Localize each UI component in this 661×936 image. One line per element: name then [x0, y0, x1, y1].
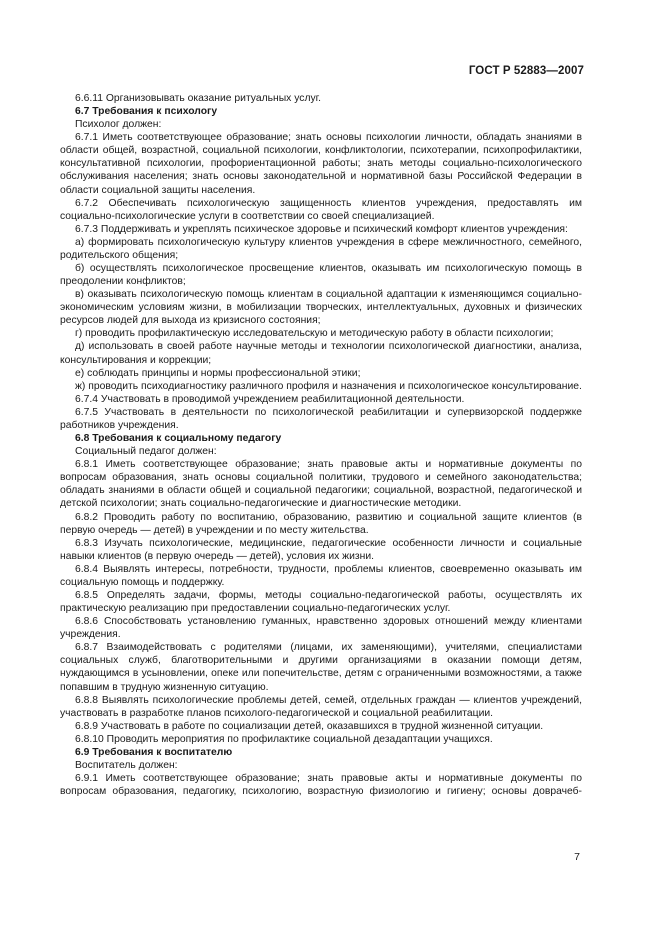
page-number: 7: [574, 851, 580, 863]
paragraph: Воспитатель должен:: [75, 759, 178, 771]
paragraph: 6.9.1 Иметь соответствующее образование; знать правовые акты и нормативные документы по вопросам образования, педагогику, психологию, возрастную физиологию и гигиену; основы доврачеб-: [60, 773, 582, 798]
paragraph: 6.7.1 Иметь соответствующее образование; знать основы психологии личности, обладать знаниями в области общей, возрастной, социальной психологии, конфликтологии, психотерапии, психопрофилактики, консультативной психологии, профориентационной работы; знать методы социально-психологического обслуживания населения; знать основы законодательной и нормативной базы Российской Федерации в области социальной защиты населения.: [60, 132, 582, 196]
paragraph: 6.7.4 Участвовать в проводимой учреждением реабилитационной деятельности.: [75, 393, 465, 405]
paragraph: 6.8.6 Способствовать установлению гуманных, нравственно здоровых отношений между клиентами учреждения.: [60, 616, 582, 641]
paragraph: 6.8.3 Изучать психологические, медицинские, педагогические особенности личности и социальные навыки клиентов (в первую очередь — детей), условия их жизни.: [60, 537, 582, 562]
paragraph: д) использовать в своей работе научные методы и технологии психологической диагностики, анализа, консультирования и коррекции;: [60, 341, 582, 366]
paragraph: 6.7.2 Обеспечивать психологическую защищенность клиентов учреждения, предоставлять им социально-психологические услуги в соответствии со своей специализацией.: [60, 197, 582, 222]
paragraph: 6.8.2 Проводить работу по воспитанию, образованию, развитию и социальной защите клиентов (в первую очередь — детей) в учреждении и по месту жительства.: [60, 511, 582, 536]
paragraph: в) оказывать психологическую помощь клиентам в социальной адаптации к изменяющимся социально-экономическим условиям жизни, в мобилизации творческих, интеллектуальных, духовных и физических ресурсов людей для выхода из кризисного состояния;: [60, 289, 582, 327]
document-body: [60, 92, 582, 798]
paragraph: ж) проводить психодиагностику различного профиля и назначения и психологическое консультирование.: [75, 380, 582, 392]
paragraph: 6.6.11 Организовывать оказание ритуальных услуг.: [75, 93, 322, 104]
paragraph: Психолог должен:: [75, 119, 162, 131]
document-standard-number: ГОСТ Р 52883—2007: [468, 65, 584, 77]
paragraph: а) формировать психологическую культуру клиентов учреждения в сфере межличностного, семейного, родительского общения;: [60, 236, 582, 261]
paragraph: 6.8.8 Выявлять психологические проблемы детей, семей, отдельных граждан — клиентов учреждений, участвовать в разработке планов психолого-педагогической и социальной реабилитации.: [60, 694, 582, 719]
paragraph: г) проводить профилактическую исследовательскую и методическую работу в области психологии;: [75, 328, 554, 340]
paragraph: 6.8.4 Выявлять интересы, потребности, трудности, проблемы клиентов, своевременно оказывать им социальную помощь и поддержку.: [60, 563, 582, 588]
paragraph: Социальный педагог должен:: [75, 446, 217, 458]
paragraph: 6.8.5 Определять задачи, формы, методы социально-педагогической работы, осуществлять их практическую реализацию при предоставлении социально-педагогических услуг.: [60, 589, 582, 615]
section-heading: 6.7 Требования к психологу: [75, 106, 218, 118]
paragraph: 6.7.3 Поддерживать и укреплять психическое здоровье и психический комфорт клиентов учреждения:: [75, 223, 568, 235]
paragraph: 6.8.9 Участвовать в работе по социализации детей, оказавшихся в трудной жизненной ситуации.: [75, 720, 544, 732]
paragraph: 6.7.5 Участвовать в деятельности по психологической реабилитации и супервизорской поддержке работников учреждения.: [60, 406, 582, 431]
paragraph: е) соблюдать принципы и нормы профессиональной этики;: [75, 367, 361, 379]
paragraph: б) осуществлять психологическое просвещение клиентов, оказывать им психологическую помощь в преодолении конфликтов;: [60, 263, 582, 288]
paragraph: 6.8.7 Взаимодействовать с родителями (лицами, их заменяющими), учителями, специалистами социальных служб, благотворительными и другими организациями в оказании помощи детям, нуждающимся в усыновлении, опеке или попечительстве, детям с ограниченными возможностями, а также попавшим в трудную жизненную ситуацию.: [60, 642, 582, 693]
section-heading: 6.9 Требования к воспитателю: [75, 746, 233, 758]
paragraph: 6.8.10 Проводить мероприятия по профилактике социальной дезадаптации учащихся.: [75, 733, 493, 745]
section-heading: 6.8 Требования к социальному педагогу: [75, 433, 282, 445]
paragraph: 6.8.1 Иметь соответствующее образование; знать правовые акты и нормативные документы по вопросам образования, знать основы социальной политики, трудового и семейного законодательства; обладать знаниями в области общей и социальной педагогики; социальной, возрастной, педагогической и детской психологии; знать социально-педагогические и диагностические методики.: [60, 459, 582, 510]
